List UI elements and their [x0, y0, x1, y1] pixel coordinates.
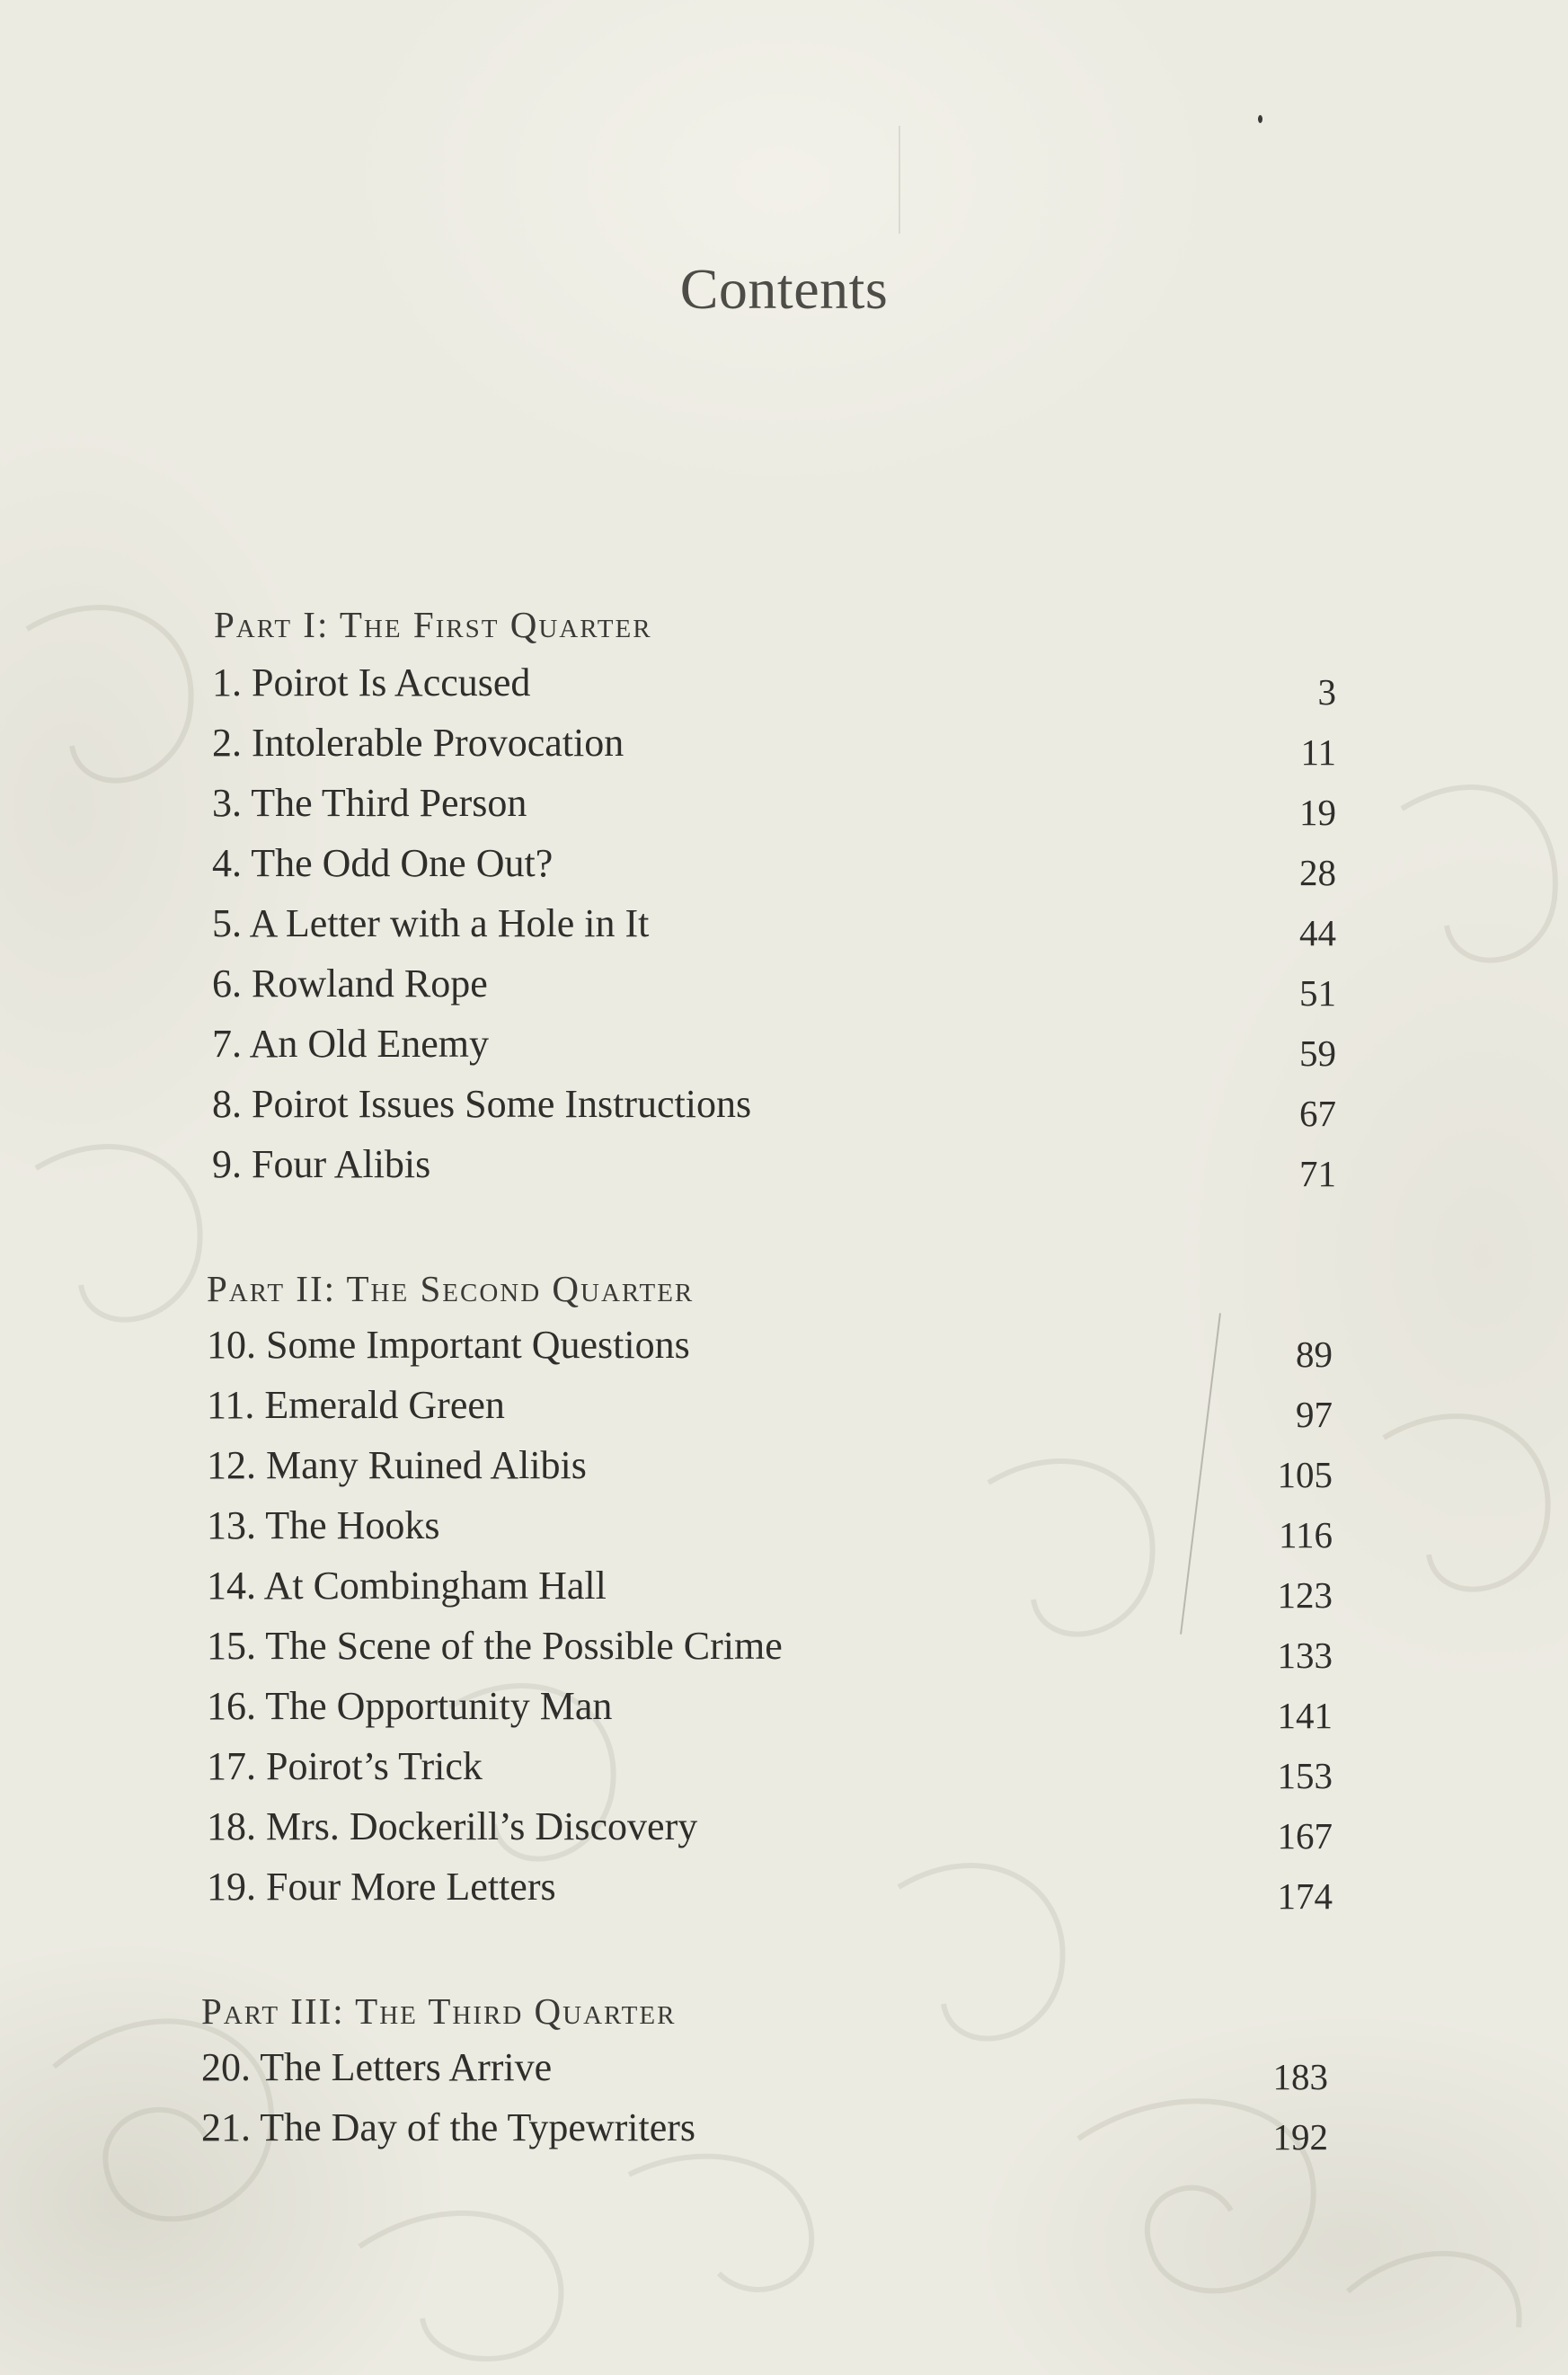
- page-number: 133: [1277, 1635, 1333, 1676]
- chapter-title: 6. Rowland Rope: [212, 962, 488, 1006]
- chapter-title: 1. Poirot Is Accused: [212, 660, 531, 705]
- page-number: 89: [1296, 1334, 1333, 1375]
- part-heading: Part I: The First Quarter: [214, 604, 652, 645]
- page-number: 3: [1317, 671, 1336, 713]
- chapter-title: 11. Emerald Green: [207, 1383, 505, 1427]
- part-heading: Part III: The Third Quarter: [201, 1990, 677, 2032]
- page-number: 67: [1299, 1093, 1336, 1134]
- page-number: 97: [1296, 1394, 1333, 1435]
- page-number: 19: [1299, 792, 1336, 833]
- page-number: 71: [1299, 1153, 1336, 1194]
- page-number: 116: [1279, 1514, 1333, 1555]
- chapter-title: 3. The Third Person: [212, 781, 527, 825]
- part-heading: Part II: The Second Quarter: [207, 1268, 695, 1309]
- page-number: 174: [1277, 1875, 1333, 1917]
- page-number: 11: [1300, 731, 1336, 773]
- chapter-title: 12. Many Ruined Alibis: [207, 1443, 587, 1487]
- page-number: 167: [1277, 1815, 1333, 1857]
- chapter-title: 10. Some Important Questions: [207, 1323, 690, 1367]
- chapter-title: 7. An Old Enemy: [212, 1022, 489, 1066]
- page-number: 141: [1277, 1695, 1333, 1736]
- chapter-title: 8. Poirot Issues Some Instructions: [212, 1082, 752, 1126]
- chapter-title: 4. The Odd One Out?: [212, 841, 554, 885]
- chapter-title: 21. The Day of the Typewriters: [201, 2105, 696, 2149]
- page-crease: [899, 126, 900, 234]
- page-number: 105: [1277, 1454, 1333, 1495]
- chapter-title: 16. The Opportunity Man: [207, 1684, 613, 1728]
- chapter-title: 14. At Combingham Hall: [207, 1564, 607, 1608]
- page-number: 153: [1277, 1755, 1333, 1796]
- chapter-title: 13. The Hooks: [207, 1503, 440, 1547]
- page-number: 28: [1299, 852, 1336, 893]
- chapter-title: 2. Intolerable Provocation: [212, 721, 625, 765]
- chapter-title: 18. Mrs. Dockerill’s Discovery: [207, 1804, 698, 1848]
- ink-speck: [1258, 115, 1262, 123]
- page-number: 192: [1272, 2116, 1328, 2158]
- page-number: 51: [1299, 972, 1336, 1014]
- page-number: 44: [1299, 912, 1336, 953]
- chapter-title: 15. The Scene of the Possible Crime: [207, 1624, 783, 1668]
- page-number: 183: [1272, 2056, 1328, 2097]
- page-number: 123: [1277, 1574, 1333, 1616]
- page-number: 59: [1299, 1032, 1336, 1074]
- chapter-title: 20. The Letters Arrive: [201, 2045, 553, 2089]
- chapter-title: 5. A Letter with a Hole in It: [212, 901, 650, 945]
- chapter-title: 19. Four More Letters: [207, 1865, 556, 1909]
- chapter-title: 17. Poirot’s Trick: [207, 1744, 483, 1788]
- page-title: Contents: [679, 257, 889, 321]
- chapter-title: 9. Four Alibis: [212, 1142, 431, 1186]
